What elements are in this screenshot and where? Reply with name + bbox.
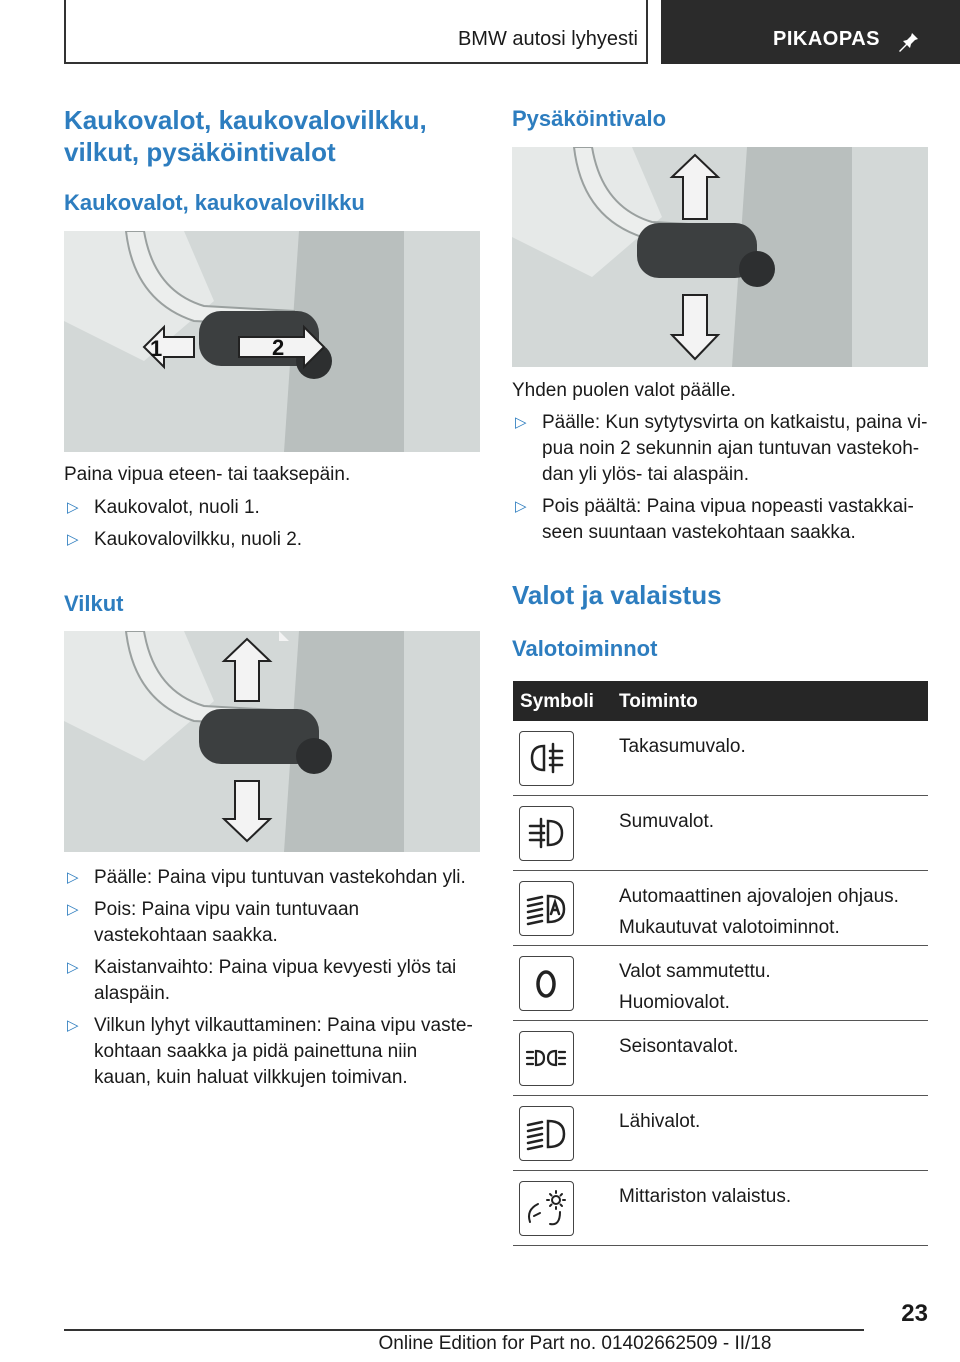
footer-divider (64, 1329, 864, 1331)
table-header (513, 681, 928, 721)
parking-light-intro: Yhden puolen valot päälle. (512, 380, 736, 401)
lights-off-icon (519, 956, 574, 1011)
function-text: Takasumuvalo. (619, 736, 746, 757)
list-item: ▷ Kaistanvaihto: Paina vipua kevyesti ylös tai alaspäin. (67, 957, 457, 1004)
list-item: ▷ Pois päältä: Paina vipua nopeasti vastakkaiseen suuntaan vastekohtaan saakka. (515, 496, 914, 543)
subheading-high-beam: Kaukovalot, kaukovalovilkku (64, 190, 365, 215)
list-item: ▷ Vilkun lyhyt vilkauttaminen: Paina vipu vastekohtaan saakka ja pidä painettuna niin kauan, kuin haluat vilkkujen toimivan. (67, 1015, 473, 1088)
instrument-lighting-icon (519, 1181, 574, 1236)
subheading-parking-light: Pysäköintivalo (512, 106, 667, 131)
function-text: Mittariston valaistus. (619, 1186, 792, 1207)
table-row (513, 1171, 928, 1246)
list-item: ▷ Kaukovalot, nuoli 1. (64, 495, 474, 521)
light-functions-table (513, 681, 928, 1246)
pin-icon (894, 26, 922, 54)
list-item: ▷ Kaukovalovilkku, nuoli 2. (64, 527, 474, 553)
table-row (513, 946, 928, 1021)
triangle-bullet-icon: ▷ (515, 498, 527, 515)
footer-edition: Online Edition for Part no. 01402662509 - II/18 (378, 1333, 772, 1354)
header-section-title: BMW autosi lyhyesti (457, 28, 638, 50)
function-text: Lähivalot. (619, 1111, 701, 1132)
parking-light-list (512, 410, 928, 552)
table-row (513, 721, 928, 796)
column-header-symbol: Symboli (520, 691, 594, 712)
column-header-function: Toiminto (619, 691, 698, 712)
lights-section-title: Valot ja valaistus (512, 580, 722, 610)
main-title: Kaukovalot, kaukovalovilkku, vilkut, pysäköintivalot (64, 105, 427, 167)
arrow-label-1: 1 (150, 336, 163, 361)
function-text: Valot sammutettu. Huomiovalot. (619, 961, 771, 1013)
list-item: ▷ Pois: Paina vipu vain tuntuvaan vastekohtaan saakka. (67, 899, 360, 946)
parking-light-lever-figure (512, 147, 928, 367)
turn-signal-list (64, 865, 476, 1097)
function-text: Sumuvalot. (619, 811, 715, 832)
triangle-bullet-icon: ▷ (67, 1017, 79, 1034)
low-beam-icon (519, 1106, 574, 1161)
triangle-bullet-icon: ▷ (67, 531, 79, 548)
automatic-headlight-icon (519, 881, 574, 936)
triangle-bullet-icon: ▷ (515, 414, 527, 431)
fog-lights-icon (519, 806, 574, 861)
high-beam-list (64, 495, 474, 559)
table-row (513, 1096, 928, 1171)
header-guide-label: PIKAOPAS (773, 28, 880, 50)
table-row (513, 796, 928, 871)
function-text: Seisontavalot. (619, 1036, 739, 1057)
turn-signal-lever-figure (64, 631, 480, 852)
list-item: ▷ Päälle: Paina vipu tuntuvan vastekohdan yli. (64, 865, 476, 891)
arrow-label-2: 2 (272, 335, 285, 360)
subheading-turn-signals: Vilkut (64, 591, 124, 616)
list-item: ▷ Päälle: Kun sytytysvirta on katkaistu, paina vipua noin 2 sekunnin ajan tuntuvan vastekohdan yli ylös- tai alaspäin. (515, 412, 928, 485)
rear-fog-light-icon (519, 731, 574, 786)
triangle-bullet-icon: ▷ (67, 499, 79, 516)
triangle-bullet-icon: ▷ (67, 869, 79, 886)
subheading-light-functions: Valotoiminnot (512, 636, 658, 661)
triangle-bullet-icon: ▷ (67, 959, 79, 976)
table-row (513, 871, 928, 946)
table-row (513, 1021, 928, 1096)
high-beam-instruction: Paina vipua eteen- tai taaksepäin. (64, 464, 351, 485)
function-text: Automaattinen ajovalojen ohjaus. Mukautuvat valotoiminnot. (619, 886, 899, 938)
parking-lights-icon (519, 1031, 574, 1086)
high-beam-lever-figure (64, 231, 480, 452)
triangle-bullet-icon: ▷ (67, 901, 79, 918)
page-number: 23 (901, 1300, 928, 1327)
